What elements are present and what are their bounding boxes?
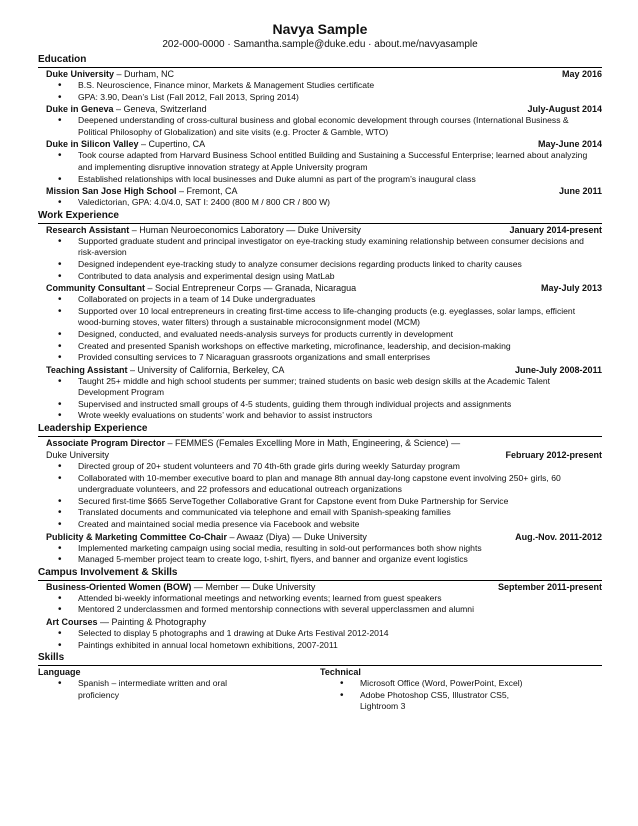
- entry-org: Business-Oriented Women (BOW): [46, 581, 192, 592]
- entry-title: [46, 283, 356, 293]
- entry-heading: [46, 103, 602, 115]
- skills-columns: [38, 666, 602, 713]
- entry-detail: – Cupertino, CA: [138, 139, 206, 150]
- bullet-item: • Supported graduate student and principal investigator on eye-tracking study examining relationship between consumer decisions and risk-aversion: [38, 236, 602, 259]
- bullet-item: • Took course adapted from Harvard Business School entitled Building and Sustaining a Successful Enterprise; learned about analyzing and implementing disruptive innovation strategy at Apple University program: [38, 150, 602, 173]
- entry-org: Art Courses: [46, 617, 98, 627]
- skills-language-column: [38, 666, 320, 713]
- entry-heading: [46, 282, 602, 294]
- bullet-item: • Created and maintained social media presence via Facebook and website: [38, 519, 602, 531]
- section-campus: Campus Involvement & Skills: [38, 567, 602, 581]
- skill-item: • Microsoft Office (Word, PowerPoint, Excel): [320, 678, 602, 690]
- bullet-item: • Collaborated on projects in a team of 14 Duke undergraduates: [38, 294, 602, 306]
- resume-name: Navya Sample: [272, 21, 368, 37]
- bullet-item: • Directed group of 20+ student volunteers and 70 4th-6th grade girls during weekly Saturday program: [38, 461, 602, 473]
- entry-detail: – Human Neuroeconomics Laboratory — Duke University: [129, 224, 361, 235]
- bullet-item: • Designed independent eye-tracking study to analyze consumer decisions regarding products linked to charity causes: [38, 259, 602, 271]
- entry-org: Community Consultant: [46, 283, 145, 294]
- skills-technical-column: [320, 666, 602, 713]
- bullet-item: • Provided consulting services to 7 Nicaraguan grassroots organizations and small enterprises: [38, 352, 602, 364]
- education-entries: [38, 68, 602, 209]
- entry-bullets: [38, 543, 602, 566]
- skills-technical-label: Technical: [320, 667, 361, 678]
- bullet-item: • Supported over 10 local entrepreneurs in creating first-time access to life-changing products (e.g. eyeglasses, solar lamps, efficient wood-burning stoves, water filters) through a sustainable microconsignment model (MCM): [38, 306, 602, 329]
- section-skills: Skills: [38, 652, 602, 666]
- skill-item: • Adobe Photoshop CS5, Illustrator CS5, Lightroom 3: [320, 690, 602, 713]
- skills-language-list: [38, 678, 320, 701]
- bullet-item: • Mentored 2 underclassmen and formed mentorship connections with several upperclassmen and alumni: [38, 604, 602, 616]
- entry-bullets: [38, 461, 602, 531]
- entry-detail: – Awaaz (Diya) — Duke University: [227, 531, 367, 542]
- entry-org: Associate Program Director: [46, 438, 166, 449]
- contact-line: 202-000-0000 · Samantha.sample@duke.edu · about.me/navyasample: [162, 39, 478, 50]
- entry-detail: — Member — Duke University: [191, 581, 316, 592]
- entry-detail: – University of California, Berkeley, CA: [127, 364, 285, 375]
- entry-org: Publicity & Marketing Committee Co-Chair: [46, 531, 228, 542]
- entry-heading: [46, 364, 602, 376]
- entry-detail: – Fremont, CA: [176, 186, 238, 197]
- skills-language-label: Language: [38, 667, 81, 678]
- entry-detail: – Social Entrepreneur Corps — Granada, Nicaragua: [145, 283, 357, 294]
- entry-date: May-June 2014: [537, 139, 602, 150]
- entry-bullets: [38, 197, 602, 209]
- entry-title: [46, 617, 206, 627]
- bullet-item: • Managed 5-member project team to create logo, t-shirt, flyers, and banner and organize event logistics: [38, 554, 602, 566]
- entry-title: [46, 186, 238, 196]
- entry-heading: [46, 616, 602, 628]
- entry-org: Research Assistant: [46, 224, 130, 235]
- section-leadership: Leadership Experience: [38, 423, 602, 437]
- bullet-item: • Designed, conducted, and evaluated needs-analysis surveys for products currently in development: [38, 329, 602, 341]
- bullet-item: • Translated documents and communicated via telephone and email with Spanish-speaking families: [38, 507, 602, 519]
- entry-date: May-July 2013: [540, 283, 602, 294]
- entry-bullets: [38, 593, 602, 616]
- resume-page: [38, 20, 602, 713]
- entry-detail-line2: Duke University: [46, 450, 110, 461]
- entry-bullets: [38, 376, 602, 422]
- bullet-item: • Established relationships with local businesses and Duke alumni as part of the program’s inaugural class: [38, 174, 602, 186]
- section-education: Education: [38, 54, 602, 68]
- entry-title: [46, 139, 205, 149]
- entry-title: [46, 225, 361, 235]
- entry-title: [46, 69, 174, 79]
- section-work: Work Experience: [38, 210, 602, 224]
- bullet-item: • Selected to display 5 photographs and 1 drawing at Duke Arts Festival 2012-2014: [38, 628, 602, 640]
- bullet-item: • Paintings exhibited in annual local hometown exhibitions, 2007-2011: [38, 640, 602, 652]
- skills-technical-list: [320, 678, 602, 713]
- entry-bullets: [38, 80, 602, 103]
- entry-org: Duke in Geneva: [46, 104, 114, 115]
- entry-heading: [46, 437, 602, 461]
- entry-date: July-August 2014: [527, 104, 602, 115]
- bullet-item: • Supervised and instructed small groups of 4-5 students, guiding them through individual projects and assignments: [38, 399, 602, 411]
- campus-entries: [38, 581, 602, 651]
- entry-heading: [46, 185, 602, 197]
- entry-detail: – Durham, NC: [114, 69, 175, 79]
- entry-date: September 2011-present: [497, 581, 602, 592]
- entry-detail: — Painting & Photography: [97, 617, 207, 627]
- entry-date: February 2012-present: [505, 450, 602, 461]
- entry-title: [46, 365, 284, 375]
- entry-bullets: [38, 150, 602, 185]
- bullet-item: • Secured first-time $665 ServeTogether Collaborative Grant for Capstone event from Duke Partnership for Service: [38, 496, 602, 508]
- entry-date: June-July 2008-2011: [514, 364, 602, 375]
- skill-item: • Spanish – intermediate written and oral proficiency: [38, 678, 320, 701]
- bullet-item: • Valedictorian, GPA: 4.0/4.0, SAT I: 2400 (800 M / 800 CR / 800 W): [38, 197, 602, 209]
- entry-heading: [46, 224, 602, 236]
- bullet-item: • Deepened understanding of cross-cultural business and global economic development through courses (International Business & Political Philosophy of Globalization) and site visits (e.g. Procter & Gamble, WTO): [38, 115, 602, 138]
- entry-bullets: [38, 115, 602, 138]
- entry-org: Mission San Jose High School: [46, 186, 177, 197]
- entry-heading: [46, 68, 602, 80]
- bullet-item: • Taught 25+ middle and high school students per summer; trained students on basic web design skills at the Academic Talent Development Program: [38, 376, 602, 399]
- bullet-item: • Contributed to data analysis and experimental design using MatLab: [38, 271, 602, 283]
- entry-heading: [46, 531, 602, 543]
- bullet-item: • Collaborated with 10-member executive board to plan and manage 8th annual day-long capstone event involving 250+ girls, 60 undergraduate volunteers, and 22 professors and educational outreach organizations: [38, 473, 602, 496]
- entry-bullets: [38, 236, 602, 282]
- entry-date: Aug.-Nov. 2011-2012: [515, 531, 602, 542]
- bullet-item: • GPA: 3.90, Dean’s List (Fall 2012, Fall 2013, Spring 2014): [38, 92, 602, 104]
- bullet-item: • Implemented marketing campaign using social media, resulting in sold-out performances both show nights: [38, 543, 602, 555]
- entry-title: [46, 104, 207, 114]
- entry-date: May 2016: [561, 69, 602, 79]
- entry-org: Duke University: [46, 69, 115, 79]
- entry-org: Duke in Silicon Valley: [46, 139, 139, 150]
- entry-title: [46, 438, 460, 448]
- entry-heading: [46, 581, 602, 593]
- bullet-item: • B.S. Neuroscience, Finance minor, Markets & Management Studies certificate: [38, 80, 602, 92]
- entry-detail: – FEMMES (Females Excelling More in Math, Engineering, & Science) —: [165, 438, 461, 449]
- entry-org: Teaching Assistant: [46, 364, 128, 375]
- bullet-item: • Created and presented Spanish workshops on effective marketing, microfinance, leadership, and decision-making: [38, 341, 602, 353]
- entry-heading: [46, 138, 602, 150]
- entry-date: January 2014-present: [509, 224, 602, 235]
- bullet-item: • Wrote weekly evaluations on students’ work and behavior to assist instructors: [38, 410, 602, 422]
- work-entries: [38, 224, 602, 422]
- leadership-entries: [38, 437, 602, 566]
- entry-bullets: [38, 628, 602, 651]
- entry-title: [46, 532, 367, 542]
- entry-title: [46, 582, 315, 592]
- entry-bullets: [38, 294, 602, 364]
- entry-detail: – Geneva, Switzerland: [113, 104, 207, 115]
- entry-date: June 2011: [558, 186, 602, 197]
- bullet-item: • Attended bi-weekly informational meetings and networking events; learned from guest speakers: [38, 593, 602, 605]
